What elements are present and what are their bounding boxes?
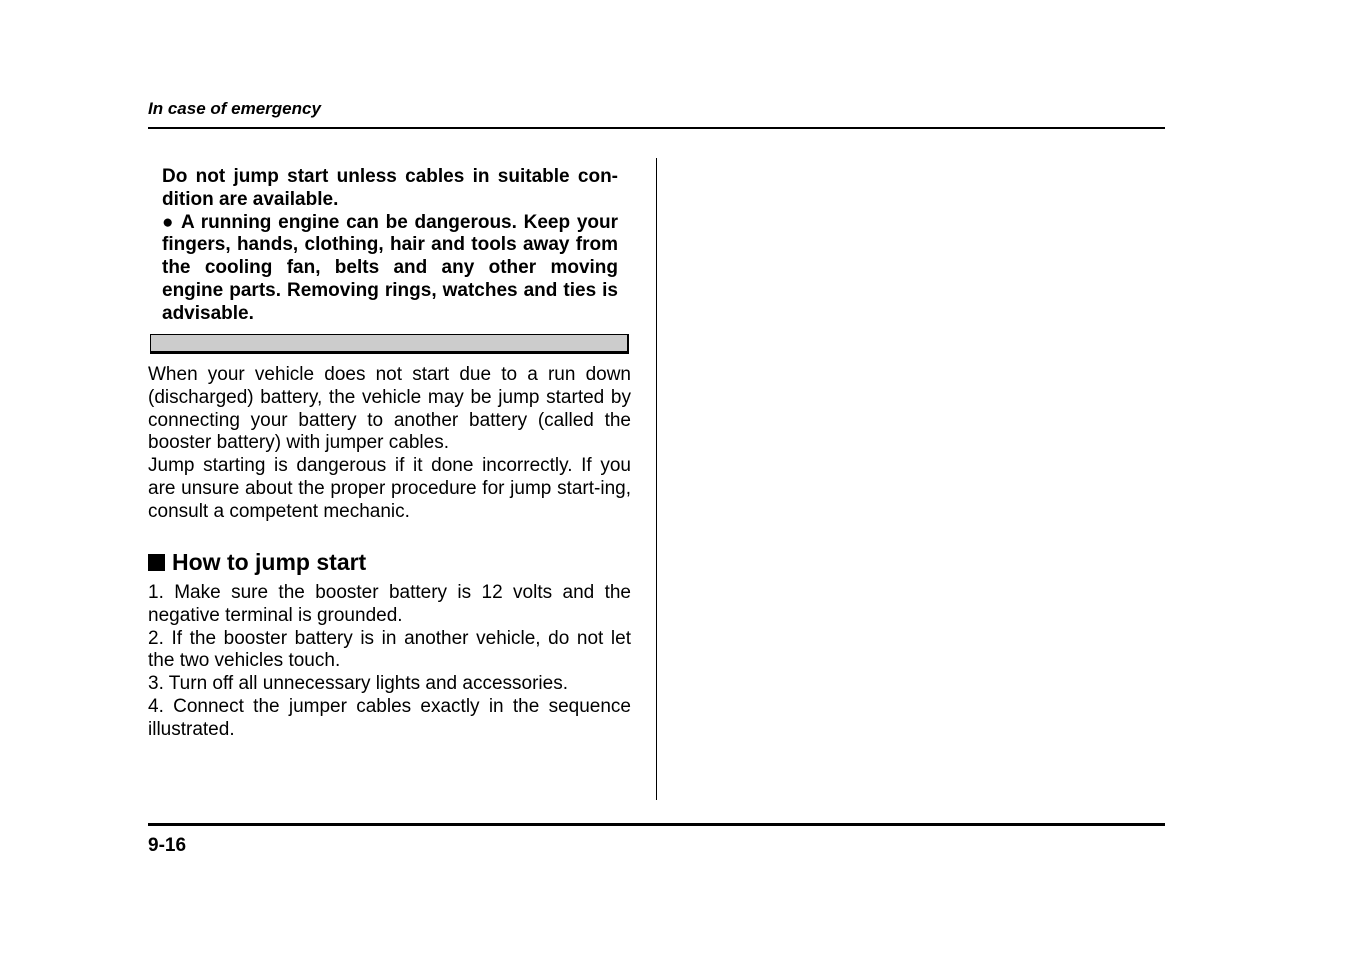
header-divider [148, 127, 1165, 129]
step-item: 4. Connect the jumper cables exactly in the sequence illustrated. [148, 695, 631, 740]
warning-box-bottom-bar [150, 334, 629, 354]
warning-line: ● A running engine can be dangerous. Keep your fingers, hands, clothing, hair and tools away from the cooling fan, belts and any other moving engine parts. Removing rings, watches and ties is advisable. [162, 211, 618, 324]
section-heading-text: How to jump start [172, 549, 367, 575]
page-number: 9-16 [148, 835, 187, 856]
step-item: 2. If the booster battery is in another vehicle, do not let the two vehicles touch. [148, 627, 631, 672]
intro-paragraph: When your vehicle does not start due to a run down (discharged) battery, the vehicle may be jump started by connecting your battery to another battery (called the booster battery) with jumper cables. [148, 364, 631, 454]
intro-text [148, 364, 631, 524]
page-header-title: In case of emergency [148, 99, 321, 118]
warning-text-block [162, 166, 618, 326]
steps-list [148, 582, 631, 742]
column-divider [656, 158, 657, 800]
section-heading [148, 549, 366, 576]
intro-paragraph: Jump starting is dangerous if it done incorrectly. If you are unsure about the proper procedure for jump start-ing, consult a competent mechanic. [148, 455, 631, 522]
black-square-icon [148, 554, 165, 571]
warning-line: Do not jump start unless cables in suitable con-dition are available. [162, 166, 618, 210]
footer-divider [148, 823, 1165, 826]
step-item: 3. Turn off all unnecessary lights and accessories. [148, 673, 568, 695]
step-item: 1. Make sure the booster battery is 12 volts and the negative terminal is grounded. [148, 582, 631, 626]
